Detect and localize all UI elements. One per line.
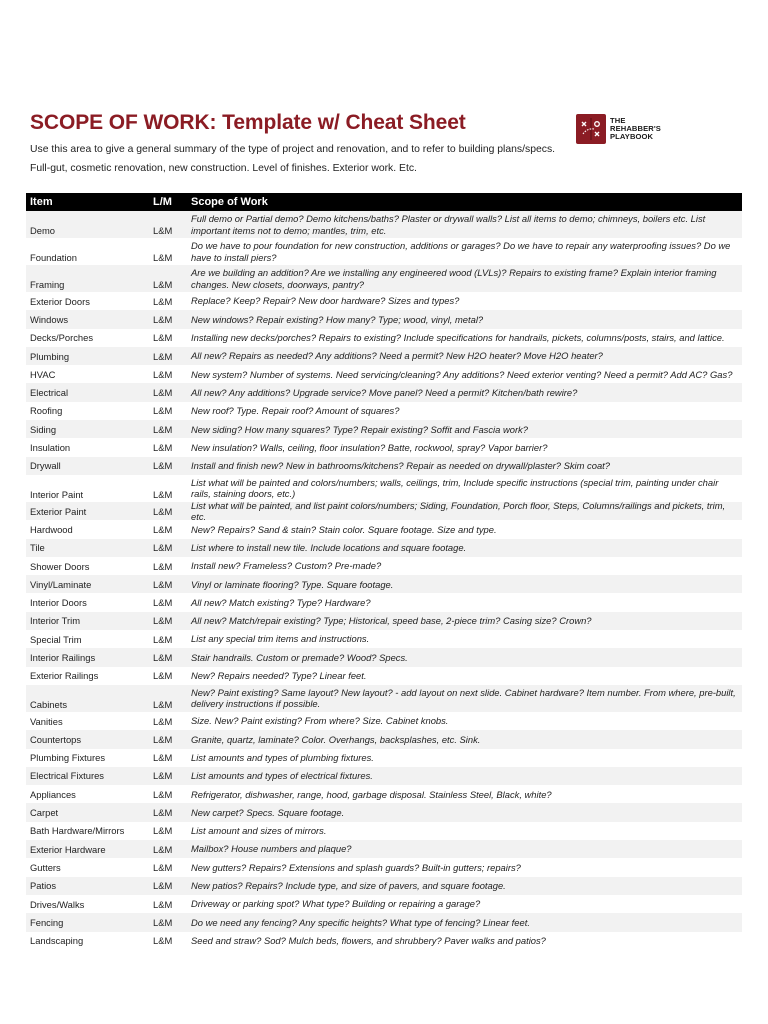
row-lm-cell: L&M	[153, 578, 173, 590]
table-row	[26, 557, 742, 575]
row-lm-cell: L&M	[153, 807, 173, 819]
row-item-cell: Vinyl/Laminate	[30, 578, 92, 590]
table-row	[26, 457, 742, 475]
row-item-cell: Cabinets	[30, 698, 68, 710]
row-scope-cell: Granite, quartz, laminate? Color. Overhangs, backsplashes, etc. Sink.	[191, 733, 481, 745]
row-scope-cell: All new? Any additions? Upgrade service? Move panel? Need a permit? Kitchen/bath rewire?	[191, 386, 578, 398]
table-row	[26, 840, 742, 858]
row-item-cell: Foundation	[30, 252, 77, 263]
table-row	[26, 612, 742, 630]
table-row	[26, 767, 742, 785]
row-scope-cell: New roof? Type. Repair roof? Amount of squares?	[191, 405, 400, 417]
row-scope-cell: List any special trim items and instructions.	[191, 633, 370, 645]
row-item-cell: Interior Railings	[30, 651, 96, 663]
table-row	[26, 913, 742, 931]
row-scope-cell: List amounts and types of electrical fixtures.	[191, 770, 373, 782]
row-lm-cell: L&M	[153, 633, 173, 645]
row-item-cell: Shower Doors	[30, 560, 90, 572]
row-lm-cell: L&M	[153, 770, 173, 782]
row-lm-cell: L&M	[153, 252, 173, 263]
row-scope-cell: Do we have to pour foundation for new construction, additions or garages? Do we have to repair any waterproofing issues? Do we have to install piers?	[191, 240, 731, 263]
row-scope-cell: Stair handrails. Custom or premade? Wood? Specs.	[191, 651, 408, 663]
table-row	[26, 265, 742, 292]
row-item-cell: Demo	[30, 225, 56, 236]
table-row	[26, 895, 742, 913]
row-scope-cell: All new? Match/repair existing? Type; Historical, speed base, 2-piece trim? Casing size? Crown?	[191, 615, 592, 627]
row-scope-cell: Seed and straw? Sod? Mulch beds, flowers, and shrubbery? Paver walks and patios?	[191, 934, 546, 946]
row-item-cell: Exterior Doors	[30, 295, 90, 307]
row-lm-cell: L&M	[153, 488, 173, 500]
row-lm-cell: L&M	[153, 523, 173, 535]
row-item-cell: Special Trim	[30, 633, 82, 645]
table-row	[26, 347, 742, 365]
table-row	[26, 730, 742, 748]
row-lm-cell: L&M	[153, 313, 173, 325]
row-item-cell: Plumbing Fixtures	[30, 752, 106, 764]
table-row	[26, 383, 742, 401]
row-item-cell: Bath Hardware/Mirrors	[30, 825, 125, 837]
summary-line-1: Use this area to give a general summary of the type of project and renovation, and to refer to building plans/specs.	[30, 144, 556, 155]
row-item-cell: Patios	[30, 880, 57, 892]
row-scope-cell: New windows? Repair existing? How many? Type; wood, vinyl, metal?	[191, 313, 484, 325]
row-scope-cell: New? Paint existing? Same layout? New layout? - add layout on next slide. Cabinet hardware? Item number. From where, pre-built, delivery instructions if possible.	[191, 687, 736, 710]
row-scope-cell: List what will be painted, and list paint colors/numbers; Siding, Foundation, Porch floor, Steps, Columns/railings and pickets, trim, etc.	[191, 499, 726, 523]
row-scope-cell: List amount and sizes of mirrors.	[191, 825, 327, 837]
row-lm-cell: L&M	[153, 698, 173, 710]
row-lm-cell: L&M	[153, 752, 173, 764]
table-row	[26, 877, 742, 895]
table-row	[26, 292, 742, 310]
row-scope-cell: All new? Match existing? Type? Hardware?	[191, 596, 371, 608]
table-row	[26, 438, 742, 456]
row-scope-cell: Driveway or parking spot? What type? Building or repairing a garage?	[191, 898, 481, 910]
row-item-cell: Interior Trim	[30, 615, 81, 627]
row-item-cell: Drives/Walks	[30, 898, 85, 910]
row-item-cell: Carpet	[30, 807, 59, 819]
table-row	[26, 475, 742, 502]
row-item-cell: Roofing	[30, 405, 63, 417]
row-scope-cell: All new? Repairs as needed? Any additions? Need a permit? New H2O heater? Move H2O heater?	[191, 350, 603, 362]
row-item-cell: Drywall	[30, 460, 61, 472]
summary-line-2: Full-gut, cosmetic renovation, new construction. Level of finishes. Exterior work. Etc.	[30, 163, 417, 174]
table-row	[26, 575, 742, 593]
row-item-cell: Exterior Railings	[30, 670, 99, 682]
row-scope-cell: Vinyl or laminate flooring? Type. Square footage.	[191, 578, 394, 590]
row-item-cell: Fencing	[30, 916, 64, 928]
table-row	[26, 499, 742, 523]
row-item-cell: Electrical	[30, 387, 69, 399]
row-lm-cell: L&M	[153, 916, 173, 928]
row-item-cell: Hardwood	[30, 523, 73, 535]
row-item-cell: Exterior Paint	[30, 505, 87, 517]
row-scope-cell: List what will be painted and colors/numbers; walls, ceilings, trim, Include specific instructions (special trim, painting under chair rails, staining doors, etc.)	[191, 477, 719, 500]
row-lm-cell: L&M	[153, 861, 173, 873]
row-item-cell: Windows	[30, 313, 69, 325]
table-row	[26, 648, 742, 666]
row-lm-cell: L&M	[153, 880, 173, 892]
row-lm-cell: L&M	[153, 733, 173, 745]
row-item-cell: Siding	[30, 423, 57, 435]
row-item-cell: HVAC	[30, 368, 56, 380]
row-scope-cell: New? Repairs? Sand & stain? Stain color. Square footage. Size and type.	[191, 523, 497, 535]
row-lm-cell: L&M	[153, 615, 173, 627]
table-row	[26, 238, 742, 265]
row-scope-cell: New siding? How many squares? Type? Repair existing? Soffit and Fascia work?	[191, 423, 528, 435]
table-row	[26, 685, 742, 712]
row-scope-cell: Full demo or Partial demo? Demo kitchens/baths? Plaster or drywall walls? List all items to demo; chimneys, boilers etc. List important items not to demo; mantles, trim, etc.	[191, 213, 706, 236]
table-header	[26, 193, 742, 211]
rehabbers-playbook-logo	[576, 112, 672, 146]
row-item-cell: Exterior Hardware	[30, 843, 106, 855]
row-scope-cell: List amounts and types of plumbing fixtures.	[191, 751, 374, 763]
row-item-cell: Tile	[30, 542, 45, 554]
row-scope-cell: Replace? Keep? Repair? New door hardware? Sizes and types?	[191, 295, 460, 307]
table-row	[26, 712, 742, 730]
row-scope-cell: Install and finish new? New in bathrooms/kitchens? Repair as needed on drywall/plaster? Skim coat?	[191, 460, 610, 472]
logo-line-rehabbers: REHABBER'S	[610, 123, 661, 133]
row-item-cell: Interior Doors	[30, 597, 87, 609]
row-item-cell: Interior Paint	[30, 488, 84, 500]
row-item-cell: Appliances	[30, 788, 76, 800]
row-scope-cell: New system? Number of systems. Need servicing/cleaning? Any additions? Need exterior venting? Need a permit? Add AC? Gas?	[191, 368, 733, 380]
row-scope-cell: Mailbox? House numbers and plaque?	[191, 843, 352, 855]
row-lm-cell: L&M	[153, 825, 173, 837]
row-lm-cell: L&M	[153, 423, 173, 435]
table-row	[26, 329, 742, 347]
row-lm-cell: L&M	[153, 295, 173, 307]
table-row	[26, 803, 742, 821]
row-scope-cell: New gutters? Repairs? Extensions and splash guards? Built-in gutters; repairs?	[191, 861, 521, 873]
row-lm-cell: L&M	[153, 505, 173, 517]
row-scope-cell: New carpet? Specs. Square footage.	[191, 806, 345, 818]
row-lm-cell: L&M	[153, 387, 173, 399]
row-lm-cell: L&M	[153, 715, 173, 727]
row-scope-cell: Refrigerator, dishwasher, range, hood, garbage disposal. Stainless Steel, Black, white?	[191, 788, 552, 800]
table-row	[26, 539, 742, 557]
row-lm-cell: L&M	[153, 405, 173, 417]
logo-line-the: THE	[610, 115, 626, 125]
row-lm-cell: L&M	[153, 542, 173, 554]
row-lm-cell: L&M	[153, 279, 173, 290]
table-row	[26, 402, 742, 420]
row-lm-cell: L&M	[153, 898, 173, 910]
logo-line-playbook: PLAYBOOK	[610, 132, 654, 142]
row-item-cell: Insulation	[30, 442, 71, 454]
row-scope-cell: Are we building an addition? Are we installing any engineered wood (LVLs)? Repairs to existing frame? Explain interior framing changes. New closets, doorways, pantry?	[191, 267, 717, 290]
page-title: SCOPE OF WORK: Template w/ Cheat Sheet	[30, 111, 466, 134]
table-body	[26, 211, 742, 950]
header-lm: L/M	[153, 196, 172, 208]
row-lm-cell: L&M	[153, 560, 173, 572]
row-scope-cell: New patios? Repairs? Include type, and size of pavers, and square footage.	[191, 880, 506, 892]
table-row	[26, 310, 742, 328]
row-item-cell: Framing	[30, 279, 65, 290]
row-lm-cell: L&M	[153, 225, 173, 236]
row-lm-cell: L&M	[153, 368, 173, 380]
table-row	[26, 593, 742, 611]
row-lm-cell: L&M	[153, 460, 173, 472]
row-lm-cell: L&M	[153, 651, 173, 663]
row-item-cell: Decks/Porches	[30, 332, 94, 344]
table-row	[26, 749, 742, 767]
row-scope-cell: New insulation? Walls, ceiling, floor insulation? Batte, rockwool, spray? Vapor barrier?	[191, 441, 548, 453]
table-row	[26, 630, 742, 648]
table-row	[26, 520, 742, 538]
row-item-cell: Countertops	[30, 733, 82, 745]
scope-table	[26, 193, 742, 950]
row-lm-cell: L&M	[153, 843, 173, 855]
row-lm-cell: L&M	[153, 332, 173, 344]
row-scope-cell: List where to install new tile. Include locations and square footage.	[191, 542, 467, 553]
row-lm-cell: L&M	[153, 597, 173, 609]
row-lm-cell: L&M	[153, 350, 173, 362]
table-row	[26, 932, 742, 950]
playbook-icon	[576, 114, 606, 144]
table-row	[26, 822, 742, 840]
row-item-cell: Vanities	[30, 715, 63, 727]
row-lm-cell: L&M	[153, 935, 173, 947]
row-item-cell: Plumbing	[30, 350, 70, 362]
row-scope-cell: Size. New? Paint existing? From where? Size. Cabinet knobs.	[191, 715, 449, 727]
table-row	[26, 858, 742, 876]
row-item-cell: Electrical Fixtures	[30, 770, 104, 782]
row-item-cell: Gutters	[30, 861, 61, 873]
header-item: Item	[30, 196, 53, 208]
row-lm-cell: L&M	[153, 788, 173, 800]
table-row	[26, 785, 742, 803]
row-scope-cell: Installing new decks/porches? Repairs to existing? Include specifications for handrails, pickets, columns/posts, stairs, and lattice.	[191, 332, 725, 344]
table-row	[26, 365, 742, 383]
row-scope-cell: Do we need any fencing? Any specific heights? What type of fencing? Linear feet.	[191, 916, 530, 928]
header-scope: Scope of Work	[191, 196, 268, 208]
logo-wordmark	[610, 117, 661, 142]
table-row	[26, 667, 742, 685]
row-scope-cell: Install new? Frameless? Custom? Pre-made?	[191, 560, 382, 572]
table-row	[26, 420, 742, 438]
row-lm-cell: L&M	[153, 442, 173, 454]
row-lm-cell: L&M	[153, 670, 173, 682]
row-item-cell: Landscaping	[30, 935, 84, 947]
table-row	[26, 211, 742, 238]
row-scope-cell: New? Repairs needed? Type? Linear feet.	[191, 670, 367, 682]
